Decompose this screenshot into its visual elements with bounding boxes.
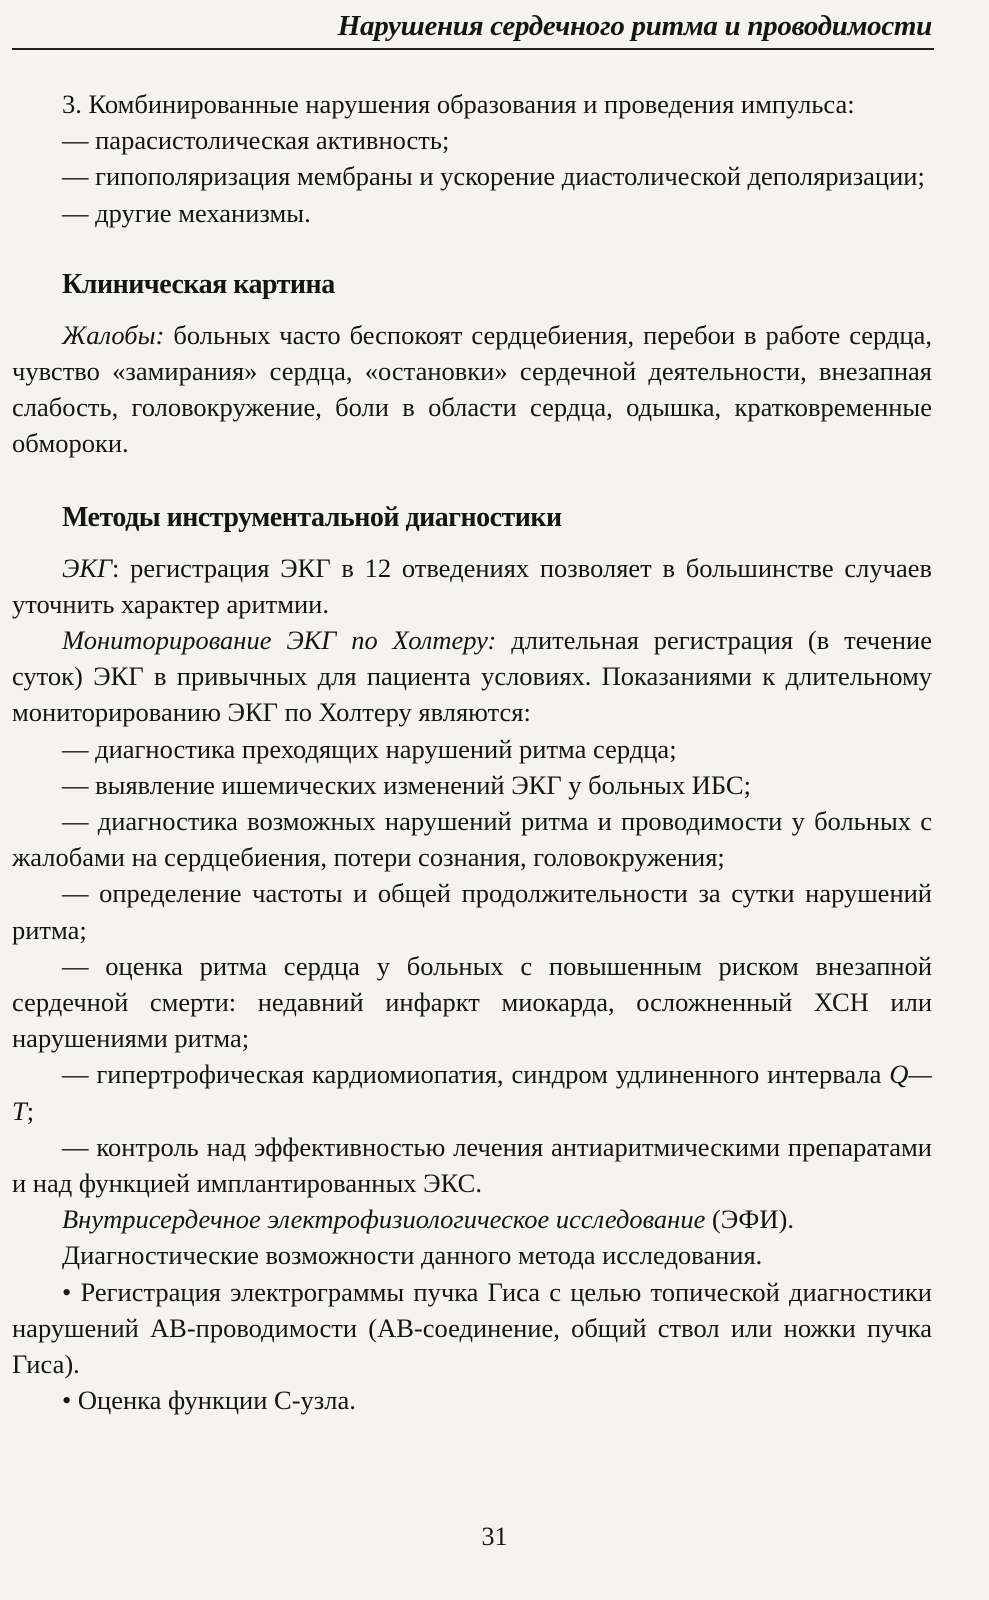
holter-label: Мониторирование ЭКГ по Холтеру: [62, 625, 497, 656]
ecg-label: ЭКГ [62, 552, 113, 583]
heading-methods: Методы инструментальной диагностики [62, 501, 562, 533]
efi-paragraph [12, 1201, 932, 1237]
complaints-paragraph [12, 317, 932, 462]
list-item: — диагностика преходящих нарушений ритма сердца; [62, 733, 677, 764]
efi-label: Внутрисердечное электрофизиологическое исследование [62, 1204, 706, 1235]
header-rule [12, 48, 934, 50]
qt-label: Q—T [12, 1059, 932, 1126]
list-item: — диагностика возможных нарушений ритма и проводимости у больных с жалобами на сердцебиения, потери сознания, головокружения; [12, 806, 932, 873]
list-item: — определение частоты и общей продолжительности за сутки нарушений ритма; [12, 878, 932, 945]
list-item: — парасистолическая активность; [62, 125, 450, 156]
complaints-label: Жалобы: [62, 319, 165, 350]
efi-intro: Диагностические возможности данного метода исследования. [62, 1240, 763, 1271]
list-item: — контроль над эффективностью лечения антиаритмическими препаратами и над функцией имплантированных ЭКС. [12, 1131, 932, 1199]
page-body [12, 86, 932, 1419]
list-item: — выявление ишемических изменений ЭКГ у больных ИБС; [62, 769, 751, 800]
list-item: — другие механизмы. [62, 197, 311, 228]
list-item: — гипополяризация мембраны и ускорение диастолической деполяризации; [62, 161, 925, 192]
section3-intro: 3. Комбинированные нарушения образования и проведения импульса: [62, 89, 855, 119]
list-item-qt [12, 1056, 932, 1128]
complaints-text: больных часто беспокоят сердцебиения, перебои в работе сердца, чувство «замирания» сердца, «остановки» сердечной деятельности, внезапная слабость, головокружение, боли в области сердца, одышка, кратковременные обмороки. [12, 319, 932, 459]
bullet-item: • Оценка функции С-узла. [62, 1385, 356, 1416]
efi-text: (ЭФИ). [705, 1204, 794, 1235]
qt-prefix: — гипертрофическая кардиомиопатия, синдром удлиненного интервала [62, 1059, 890, 1090]
qt-suffix: ; [26, 1095, 35, 1126]
list-item: — оценка ритма сердца у больных с повышенным риском внезапной сердечной смерти: недавний инфаркт миокарда, осложненный ХСН или нарушениями ритма; [12, 950, 932, 1054]
holter-paragraph [12, 622, 932, 731]
heading-clinical: Клиническая картина [62, 268, 335, 300]
holter-text: длительная регистрация (в течение суток) ЭКГ в привычных для пациента условиях. Показаниями к длительному мониторированию ЭКГ по Холтеру являются: [12, 625, 933, 728]
running-header: Нарушения сердечного ритма и проводимости [337, 10, 932, 42]
ecg-paragraph [12, 550, 932, 622]
page-number: 31 [481, 1522, 508, 1551]
bullet-item: • Регистрация электрограммы пучка Гиса с целью топической диагностики нарушений АВ-проводимости (АВ-соединение, общий ствол или ножки пучка Гиса). [12, 1276, 932, 1380]
ecg-text: : регистрация ЭКГ в 12 отведениях позволяет в большинстве случаев уточнить характер аритмии. [12, 552, 932, 619]
